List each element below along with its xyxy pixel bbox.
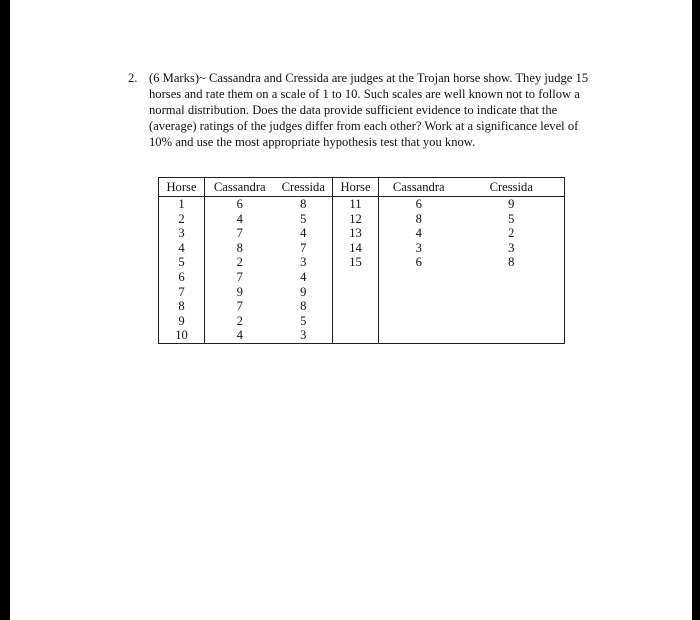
- cell: 3: [415, 240, 422, 255]
- cell: 8: [236, 240, 243, 255]
- cell: 4: [415, 226, 422, 241]
- cell: 3: [275, 255, 333, 270]
- cell: 3: [275, 328, 333, 343]
- header-cassandra-1: Cassandra: [205, 178, 275, 197]
- cell: 9: [459, 197, 565, 212]
- cell: 10: [159, 328, 205, 343]
- cell: 2: [236, 255, 243, 270]
- cell: 4: [275, 226, 333, 241]
- cell: 7: [159, 285, 205, 300]
- cell: 14: [333, 241, 379, 256]
- cell: [459, 285, 565, 300]
- table-header-row: [159, 178, 565, 197]
- cell: 5: [275, 212, 333, 227]
- header-cressida-1: Cressida: [275, 178, 333, 197]
- cell: [459, 314, 565, 329]
- cell: 11: [333, 197, 379, 212]
- cell: 7: [275, 241, 333, 256]
- question-text: (6 Marks)~ Cassandra and Cressida are judges at the Trojan horse show. They judge 15 horses and rate them on a scale of 1 to 10. Such scales are well known not to follow a normal distribution. Does the data provide sufficient evidence to indicate that the (average) ratings of the judges differ from each other? Work at a significance level of 10% and use the most appropriate hypothesis test that you know.: [149, 71, 589, 149]
- cell: [459, 270, 565, 285]
- table-row: [159, 270, 565, 285]
- cell: [333, 299, 379, 314]
- cell: 6: [415, 197, 422, 211]
- table-row: [159, 197, 565, 212]
- header-cressida-2: Cressida: [459, 178, 565, 197]
- cell: [459, 328, 565, 343]
- table-row: [159, 314, 565, 329]
- cell: 4: [159, 241, 205, 256]
- cell: 6: [415, 255, 422, 270]
- cell: 4: [275, 270, 333, 285]
- table-row: [159, 328, 565, 343]
- cell: 4: [236, 211, 243, 226]
- cell: 3: [459, 241, 565, 256]
- cell: [379, 285, 459, 300]
- cell: 7: [236, 269, 243, 284]
- table-row: [159, 285, 565, 300]
- cell: [379, 314, 459, 329]
- table-row: [159, 226, 565, 241]
- cell: [333, 314, 379, 329]
- cell: [379, 328, 459, 343]
- table-row: [159, 299, 565, 314]
- cell: 9: [275, 285, 333, 300]
- cell: 8: [275, 197, 333, 212]
- right-edge-bar: [692, 0, 700, 620]
- cell: [379, 270, 459, 285]
- cell: 9: [159, 314, 205, 329]
- header-cassandra-2: Cassandra: [379, 178, 459, 197]
- cell: 7: [236, 299, 243, 314]
- cell: 8: [159, 299, 205, 314]
- cell: [333, 270, 379, 285]
- cell: 8: [275, 299, 333, 314]
- cell: 7: [236, 226, 243, 241]
- cell: [333, 328, 379, 343]
- cell: 6: [236, 197, 243, 211]
- cell: 3: [159, 226, 205, 241]
- cell: 2: [159, 212, 205, 227]
- question-block: [128, 70, 598, 150]
- cell: 9: [236, 284, 243, 299]
- cell: 5: [459, 212, 565, 227]
- ratings-table: [158, 177, 565, 344]
- cell: 12: [333, 212, 379, 227]
- cell: 1: [159, 197, 205, 212]
- cell: [459, 299, 565, 314]
- cell: [333, 285, 379, 300]
- cell: 2: [459, 226, 565, 241]
- table-row: [159, 212, 565, 227]
- table-row: [159, 255, 565, 270]
- question-number: 2.: [128, 71, 138, 85]
- cell: 13: [333, 226, 379, 241]
- left-edge-bar: [0, 0, 10, 620]
- cell: 8: [459, 255, 565, 270]
- cell: 4: [205, 328, 275, 343]
- cell: 5: [159, 255, 205, 270]
- cell: 8: [415, 211, 422, 226]
- header-horse-1: Horse: [159, 178, 205, 197]
- cell: 2: [236, 313, 243, 328]
- table-row: [159, 241, 565, 256]
- header-horse-2: Horse: [333, 178, 379, 197]
- cell: 15: [333, 255, 379, 270]
- cell: 6: [159, 270, 205, 285]
- cell: [379, 299, 459, 314]
- cell: 5: [275, 314, 333, 329]
